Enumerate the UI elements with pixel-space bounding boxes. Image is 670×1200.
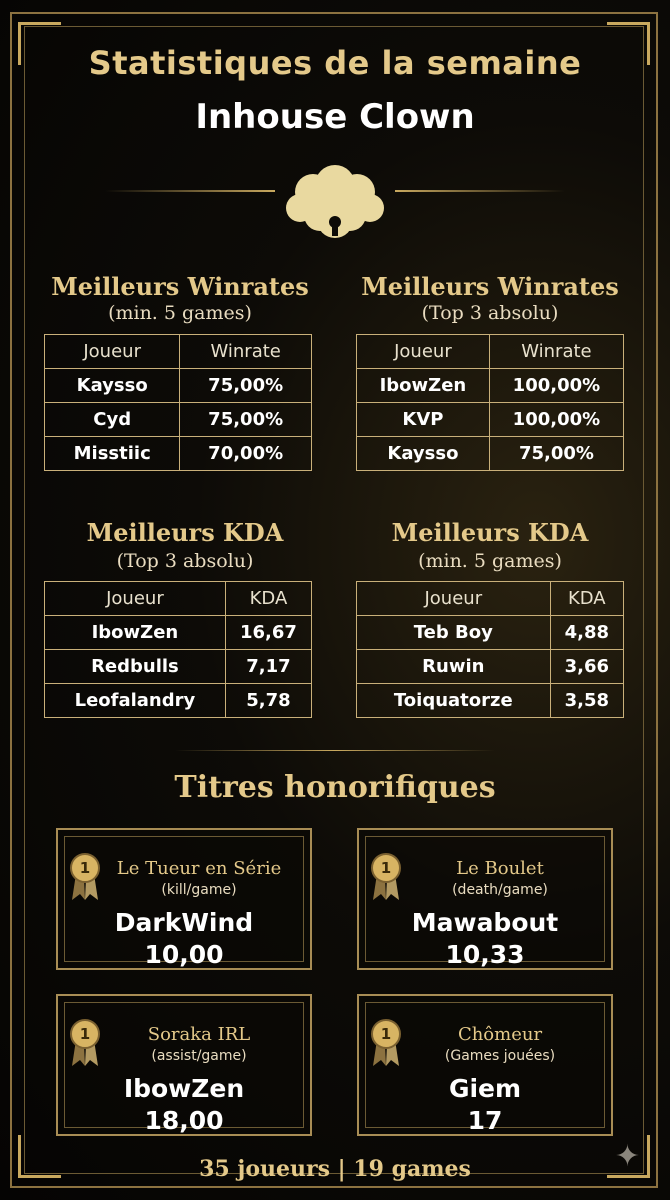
stat-value: 70,00% bbox=[180, 437, 312, 471]
player-name: Cyd bbox=[45, 403, 180, 437]
table-row bbox=[45, 437, 312, 471]
card-player: Giem bbox=[448, 1074, 522, 1103]
table-header-row bbox=[45, 582, 312, 616]
player-name: Toiquatorze bbox=[357, 684, 551, 718]
card-value: 10,33 bbox=[445, 940, 525, 969]
player-name: Leofalandry bbox=[45, 684, 226, 718]
card-player: Mawabout bbox=[411, 908, 559, 937]
player-name: Teb Boy bbox=[357, 616, 551, 650]
card-title: Soraka IRL bbox=[147, 1024, 251, 1045]
card-player: IbowZen bbox=[123, 1074, 245, 1103]
flower-keyhole-icon bbox=[280, 150, 390, 245]
stat-value: 75,00% bbox=[180, 369, 312, 403]
card-sub: (Games jouées) bbox=[444, 1048, 556, 1064]
table-row bbox=[357, 403, 624, 437]
player-name: Kaysso bbox=[357, 437, 490, 471]
column-header: Winrate bbox=[180, 335, 312, 369]
player-name: Redbulls bbox=[45, 650, 226, 684]
table-row bbox=[45, 616, 312, 650]
section-title-winrate-min: Meilleurs Winrates bbox=[51, 272, 309, 301]
table-header-row bbox=[45, 335, 312, 369]
stat-value: 100,00% bbox=[489, 403, 623, 437]
column-header: Joueur bbox=[357, 582, 551, 616]
card-title: Chômeur bbox=[457, 1024, 543, 1045]
medal-rank: 1 bbox=[79, 859, 91, 877]
column-header: KDA bbox=[225, 582, 311, 616]
card-sub: (assist/game) bbox=[151, 1048, 247, 1064]
emblem-line-right bbox=[395, 190, 565, 192]
player-name: KVP bbox=[357, 403, 490, 437]
section-sub-kda-top3: (Top 3 absolu) bbox=[116, 550, 254, 572]
stat-value: 75,00% bbox=[489, 437, 623, 471]
column-header: Joueur bbox=[45, 582, 226, 616]
stat-value: 4,88 bbox=[550, 616, 623, 650]
card-value: 17 bbox=[467, 1106, 503, 1135]
card-title: Le Tueur en Série bbox=[116, 858, 282, 879]
player-name: IbowZen bbox=[45, 616, 226, 650]
honor-card-tueur bbox=[56, 828, 312, 970]
stat-value: 5,78 bbox=[225, 684, 311, 718]
page-title: Statistiques de la semaine bbox=[88, 44, 582, 82]
stat-value: 3,66 bbox=[550, 650, 623, 684]
table-winrate-min bbox=[44, 334, 312, 471]
honor-card-boulet bbox=[357, 828, 613, 970]
section-sub-winrate-top3: (Top 3 absolu) bbox=[421, 302, 559, 324]
stat-value: 3,58 bbox=[550, 684, 623, 718]
section-title-kda-min: Meilleurs KDA bbox=[391, 518, 589, 547]
card-value: 10,00 bbox=[144, 940, 224, 969]
stat-value: 7,17 bbox=[225, 650, 311, 684]
player-name: Ruwin bbox=[357, 650, 551, 684]
table-header-row bbox=[357, 582, 624, 616]
table-header-row bbox=[357, 335, 624, 369]
player-name: Kaysso bbox=[45, 369, 180, 403]
section-title-winrate-top3: Meilleurs Winrates bbox=[361, 272, 619, 301]
footer-summary: 35 joueurs | 19 games bbox=[199, 1156, 471, 1182]
column-header: Joueur bbox=[45, 335, 180, 369]
column-header: Winrate bbox=[489, 335, 623, 369]
stat-value: 16,67 bbox=[225, 616, 311, 650]
medal-rank: 1 bbox=[79, 1025, 91, 1043]
honor-card-soraka bbox=[56, 994, 312, 1136]
card-sub: (kill/game) bbox=[161, 882, 237, 898]
table-row bbox=[357, 650, 624, 684]
section-sub-winrate-min: (min. 5 games) bbox=[108, 302, 252, 324]
table-kda-top3 bbox=[44, 581, 312, 718]
table-row bbox=[357, 616, 624, 650]
honors-title: Titres honorifiques bbox=[174, 770, 496, 805]
table-row bbox=[45, 403, 312, 437]
section-sub-kda-min: (min. 5 games) bbox=[418, 550, 562, 572]
player-name: IbowZen bbox=[357, 369, 490, 403]
page-subtitle: Inhouse Clown bbox=[195, 97, 475, 137]
card-player: DarkWind bbox=[114, 908, 254, 937]
table-row bbox=[45, 369, 312, 403]
emblem-line-left bbox=[105, 190, 275, 192]
card-sub: (death/game) bbox=[452, 882, 548, 898]
stat-value: 75,00% bbox=[180, 403, 312, 437]
medal-rank: 1 bbox=[380, 1025, 392, 1043]
table-kda-min bbox=[356, 581, 624, 718]
table-row bbox=[45, 684, 312, 718]
section-title-kda-top3: Meilleurs KDA bbox=[86, 518, 284, 547]
column-header: Joueur bbox=[357, 335, 490, 369]
card-title: Le Boulet bbox=[456, 858, 544, 879]
table-row bbox=[357, 684, 624, 718]
table-row bbox=[357, 369, 624, 403]
section-divider bbox=[175, 750, 495, 751]
table-winrate-top3 bbox=[356, 334, 624, 471]
table-row bbox=[357, 437, 624, 471]
card-value: 18,00 bbox=[144, 1106, 224, 1135]
honor-card-chomeur bbox=[357, 994, 613, 1136]
medal-rank: 1 bbox=[380, 859, 392, 877]
player-name: Misstiic bbox=[45, 437, 180, 471]
stat-value: 100,00% bbox=[489, 369, 623, 403]
sparkle-icon: ✦ bbox=[614, 1139, 640, 1174]
column-header: KDA bbox=[550, 582, 623, 616]
table-row bbox=[45, 650, 312, 684]
